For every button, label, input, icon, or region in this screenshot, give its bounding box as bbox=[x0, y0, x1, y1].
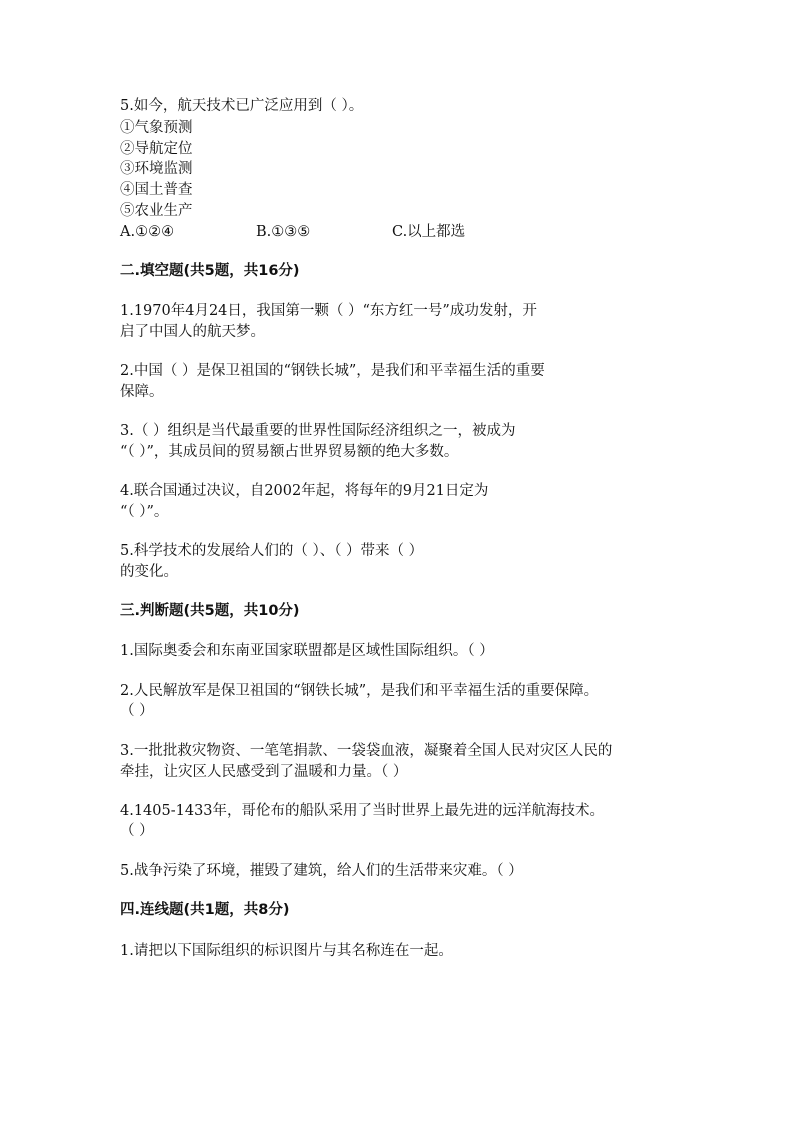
s2-q5-line2: 的变化。 bbox=[120, 564, 178, 580]
q5-item-5: ⑤农业生产 bbox=[120, 203, 193, 219]
s2-q4-line1: 4.联合国通过决议，自2002年起，将每年的9月21日定为 bbox=[120, 483, 489, 499]
s2-q1-line2: 启了中国人的航天梦。 bbox=[120, 324, 265, 340]
q5-item-4: ④国土普查 bbox=[120, 182, 193, 198]
q5-item-1: ①气象预测 bbox=[120, 120, 193, 136]
s3-q3-line1: 3.一批批救灾物资、一笔笔捐款、一袋袋血液，凝聚着全国人民对灾区人民的 bbox=[120, 743, 613, 759]
s3-q5-line1: 5.战争污染了环境，摧毁了建筑，给人们的生活带来灾难。（ ） bbox=[120, 863, 523, 879]
s2-q2-line2: 保障。 bbox=[120, 384, 164, 400]
q5-option-a: A.①②④ bbox=[120, 224, 175, 240]
q5-option-b: B.①③⑤ bbox=[256, 224, 311, 240]
q5-option-c: C.以上都选 bbox=[392, 224, 466, 240]
s2-q3-line2: “（ ）”，其成员间的贸易额占世界贸易额的绝大多数。 bbox=[120, 444, 459, 460]
s2-q5-line1: 5.科学技术的发展给人们的（ ）、（ ）带来（ ） bbox=[120, 543, 424, 559]
q5-stem: 5.如今，航天技术已广泛应用到（ ）。 bbox=[120, 98, 364, 114]
s2-q3-line1: 3.（ ）组织是当代最重要的世界性国际经济组织之一，被成为 bbox=[120, 423, 516, 439]
s3-q4-line2: （ ） bbox=[120, 823, 154, 839]
s3-q3-line2: 牵挂，让灾区人民感受到了温暖和力量。（ ） bbox=[120, 764, 408, 780]
q5-item-3: ③环境监测 bbox=[120, 161, 193, 177]
s4-q1-line1: 1.请把以下国际组织的标识图片与其名称连在一起。 bbox=[120, 943, 453, 959]
s2-q1-line1: 1.1970年4月24日，我国第一颗（ ）“东方红一号”成功发射，开 bbox=[120, 303, 537, 319]
s3-q2-line1: 2.人民解放军是保卫祖国的“钢铁长城”，是我们和平幸福生活的重要保障。 bbox=[120, 683, 599, 699]
s2-q4-line2: “（ ）”。 bbox=[120, 504, 169, 520]
s3-q4-line1: 4.1405-1433年，哥伦布的船队采用了当时世界上最先进的远洋航海技术。 bbox=[120, 803, 605, 819]
s2-q2-line1: 2.中国（ ）是保卫祖国的“钢铁长城”，是我们和平幸福生活的重要 bbox=[120, 363, 545, 379]
s3-q2-line2: （ ） bbox=[120, 703, 154, 719]
section2-title: 二.填空题(共5题，共16分) bbox=[120, 263, 300, 279]
section3-title: 三.判断题(共5题，共10分) bbox=[120, 603, 300, 619]
q5-options-row bbox=[120, 222, 540, 242]
q5-item-2: ②导航定位 bbox=[120, 141, 193, 157]
s3-q1-line1: 1.国际奥委会和东南亚国家联盟都是区域性国际组织。（ ） bbox=[120, 643, 494, 659]
section4-title: 四.连线题(共1题，共8分) bbox=[120, 902, 290, 918]
